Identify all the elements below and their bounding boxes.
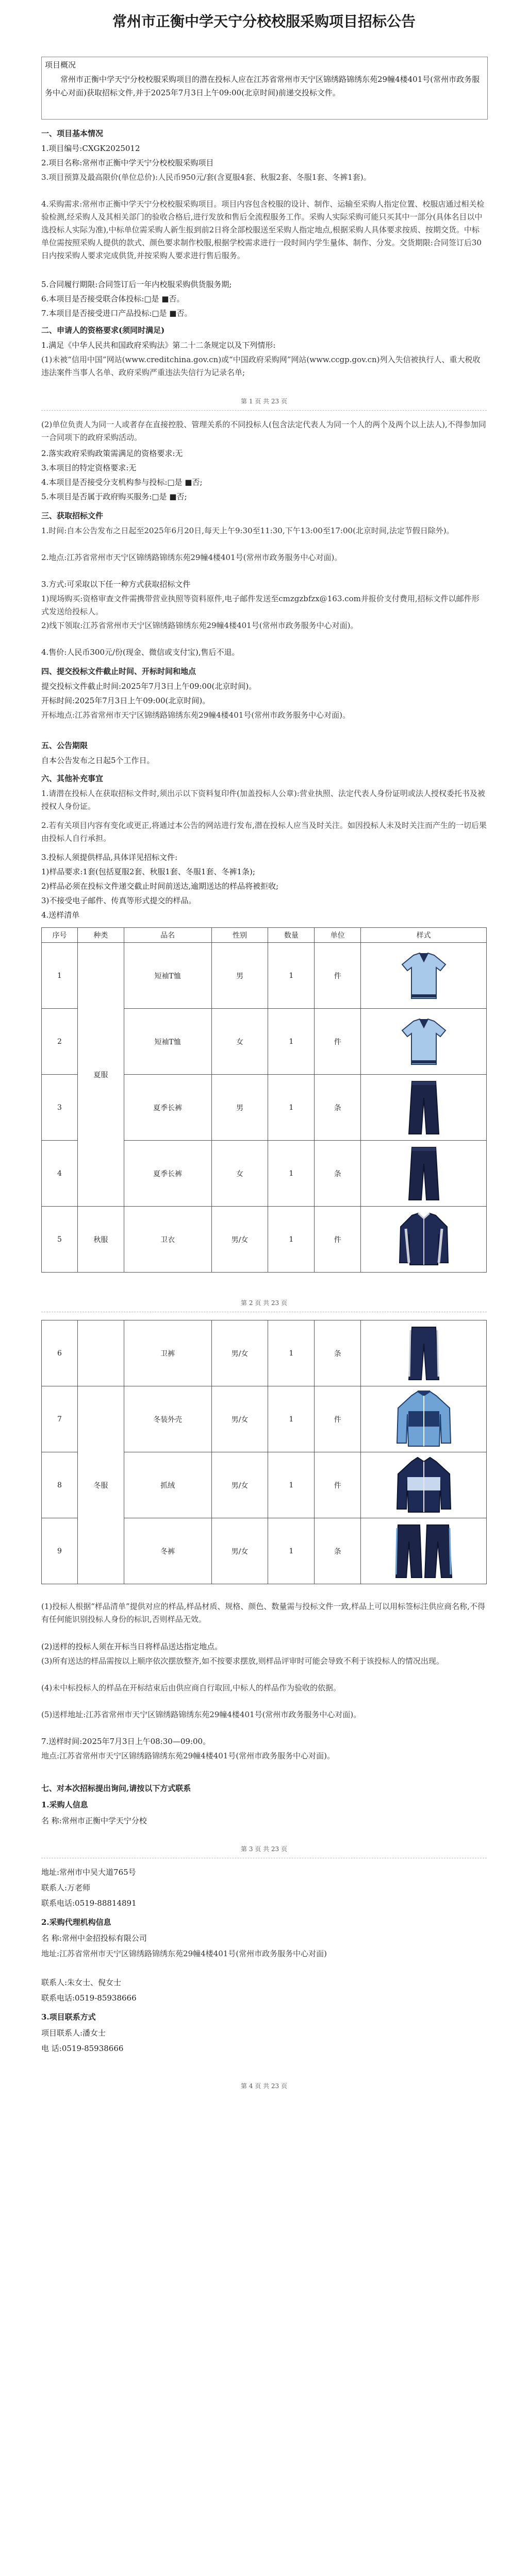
cell-sex: 女 (211, 1009, 268, 1075)
fleece-image (361, 1452, 487, 1518)
cell-qty: 1 (268, 1386, 315, 1452)
cell-qty: 1 (268, 1452, 315, 1518)
sample-list-table-continued (41, 1320, 487, 1584)
purchaser-heading: 1.采购人信息 (41, 1800, 88, 1809)
agent-address: 地址:江苏省常州市天宁区锦绣路锦绣东苑29幢4楼401号(常州市政务服务中心对面) (41, 1949, 327, 1958)
s5-item: 自本公告发布之日起5个工作日。 (41, 756, 155, 765)
cell-sex: 男/女 (211, 1518, 268, 1584)
cell-kind: 冬服 (77, 1386, 124, 1584)
cell-sex: 男 (211, 1075, 268, 1141)
cell-no: 4 (42, 1141, 78, 1207)
purchaser-address: 地址:常州市中吴大道765号 (41, 1868, 136, 1877)
cell-no: 7 (42, 1386, 78, 1452)
s6-item: 4.送样清单 (41, 910, 80, 920)
cell-unit: 件 (315, 1386, 361, 1452)
note-item: (5)送样地址:江苏省常州市天宁区锦绣路锦绣东苑29幢4楼401号(常州市政务服务中心对面)。 (41, 1710, 361, 1719)
sample-list-table (41, 927, 487, 1273)
cell-name: 冬裤 (124, 1518, 211, 1584)
cell-kind (77, 1320, 124, 1386)
cell-no: 3 (42, 1075, 78, 1141)
trousers-image (361, 1141, 487, 1207)
table-header: 数量 (268, 928, 315, 943)
note-item: 地点:江苏省常州市天宁区锦绣路锦绣东苑29幢4楼401号(常州市政务服务中心对面)。 (41, 1751, 335, 1760)
cell-unit: 件 (315, 1009, 361, 1075)
project-phone: 电 话:0519-85938666 (41, 2044, 124, 2053)
table-header-row (42, 928, 487, 943)
cell-qty: 1 (268, 1141, 315, 1207)
s1-item: 4.采购需求:常州市正衡中学天宁分校校服采购项目。项目内容包含校服的设计、制作、运输至采购人指定位置、校服店通过相关检验检测,经采购人及其相关部门的验收合格后,进行发放和售后全流程服务工作。采购人实际采购可能只买其中一部分(具体名目以中选投标人实际为准),中标单位需采购人新生报到前2日将全部校服送至采购人指定地点,根据采购人具体要求按质、按期交货。中标单位需按照采购人提供的款式、颜色要求制作校服,根据学校需求进行一段时间内学生量体、制作、分发。交货期限:合同签订后30日内按采购人要求完成供货,并按采购人要求进行售后服务。 (41, 199, 485, 260)
s1-item: 7.本项目是否接受进口产品投标:□是 ■否。 (41, 309, 192, 318)
s6-item: 3)不接受电子邮件、传真等形式提交的样品。 (41, 896, 196, 905)
table-row (42, 943, 487, 1009)
cell-no: 9 (42, 1518, 78, 1584)
cell-sex: 男/女 (211, 1320, 268, 1386)
s6-item: 2.若有关项目内容有变化或更正,将通过本公告的网站进行发布,潜在投标人应当及时关注。如因投标人未及时关注而产生的一切后果由投标人自行承担。 (41, 821, 487, 843)
note-item: 7.送样时间:2025年7月3日上午08:30—09:00。 (41, 1737, 211, 1746)
table-header: 种类 (77, 928, 124, 943)
purchaser-phone: 联系电话:0519-88814891 (41, 1899, 137, 1908)
cell-no: 8 (42, 1452, 78, 1518)
cell-unit: 条 (315, 1141, 361, 1207)
cell-unit: 件 (315, 1452, 361, 1518)
purchaser-name: 名 称:常州市正衡中学天宁分校 (41, 1816, 147, 1825)
cell-sex: 女 (211, 1141, 268, 1207)
agent-heading: 2.采购代理机构信息 (41, 1918, 111, 1927)
cell-kind: 秋服 (77, 1207, 124, 1273)
s3-item: 2.地点:江苏省常州市天宁区锦绣路锦绣东苑29幢4楼401号(常州市政务服务中心对面)。 (41, 553, 342, 562)
s3-item: 4.售价:人民币300元/份(现金、微信或支付宝),售后不退。 (41, 648, 240, 657)
polo-shirt-image (361, 1009, 487, 1075)
parka-image (361, 1386, 487, 1452)
s1-item: 5.合同履行期限:合同签订后一年内校服采购供货服务期; (41, 280, 232, 289)
s2-item: (1)未被“信用中国”网站(www.creditchina.gov.cn)或“中国政府采购网”网站(www.ccgp.gov.cn)列入失信被执行人、重大税收违法案件当事人名单、政府采购严重违法失信行为记录名单; (41, 355, 481, 377)
cell-qty: 1 (268, 1075, 315, 1141)
section-3-heading: 三、获取招标文件 (41, 511, 104, 520)
overview-label: 项目概况 (45, 60, 76, 70)
cell-no: 5 (42, 1207, 78, 1273)
s2-item: 5.本项目是否属于政府购买服务:□是 ■否; (41, 492, 187, 501)
overview-body: 常州市正衡中学天宁分校校服采购项目的潜在投标人应在江苏省常州市天宁区锦绣路锦绣东苑29幢4楼401号(常州市政务服务中心对面)获取招标文件,并于2025年7月3日上午09:00(北京时间)前递交投标文件。 (45, 75, 480, 97)
cell-qty: 1 (268, 1207, 315, 1273)
winter-pants-image (361, 1518, 487, 1584)
cell-unit: 件 (315, 1207, 361, 1273)
cell-no: 6 (42, 1320, 78, 1386)
section-2-heading: 二、申请人的资格要求(须同时满足) (41, 326, 165, 335)
table-row (42, 1386, 487, 1452)
s6-item: 1.请潜在投标人在获取招标文件时,须出示以下资料复印件(加盖投标人公章):营业执照、法定代表人身份证明或法人授权委托书及被授权人身份证。 (41, 789, 485, 811)
cell-sex: 男/女 (211, 1386, 268, 1452)
s1-item: 1.项目编号:CXGK2025012 (41, 144, 140, 153)
sweatpants-image (361, 1320, 487, 1386)
s1-item: 6.本项目是否接受联合体投标:□是 ■否。 (41, 294, 185, 303)
note-item: (3)所有送达的样品需按以上顺序依次摆放整齐,如不按要求摆放,则样品评审时可能会导致不利于该投标人的情况出现。 (41, 1656, 444, 1666)
table-row (42, 1320, 487, 1386)
table-header: 样式 (361, 928, 487, 943)
cell-sex: 男/女 (211, 1207, 268, 1273)
agent-name: 名 称:常州中金招投标有限公司 (41, 1934, 147, 1943)
cell-no: 2 (42, 1009, 78, 1075)
table-row (42, 1207, 487, 1273)
page-footer: 第 2 页 共 23 页 (241, 1299, 287, 1307)
s4-item: 开标时间:2025年7月3日上午09:00(北京时间)。 (41, 696, 210, 705)
s6-item: 3.投标人须提供样品,具体详见招标文件: (41, 853, 178, 862)
cell-qty: 1 (268, 1320, 315, 1386)
page-footer: 第 4 页 共 23 页 (241, 2082, 287, 2090)
polo-shirt-image (361, 943, 487, 1009)
page-footer: 第 1 页 共 23 页 (241, 398, 287, 405)
note-item: (2)送样的投标人须在开标当日将样品送达指定地点。 (41, 1642, 223, 1651)
cell-name: 冬装外壳 (124, 1386, 211, 1452)
cell-name: 短袖T恤 (124, 1009, 211, 1075)
cell-sex: 男 (211, 943, 268, 1009)
cell-name: 短袖T恤 (124, 943, 211, 1009)
cell-name: 卫裤 (124, 1320, 211, 1386)
project-contact: 项目联系人:潘女士 (41, 2028, 106, 2038)
s4-item: 开标地点:江苏省常州市天宁区锦绣路锦绣东苑29幢4楼401号(常州市政务服务中心对面)。 (41, 710, 351, 720)
cell-unit: 条 (315, 1320, 361, 1386)
s1-item: 2.项目名称:常州市正衡中学天宁分校校服采购项目 (41, 158, 214, 167)
section-5-heading: 五、公告期限 (41, 741, 88, 750)
s3-item: 2)线下领取:江苏省常州市天宁区锦绣路锦绣东苑29幢4楼401号(常州市政务服务中心对面)。 (41, 621, 358, 630)
s3-item: 3.方式:可采取以下任一种方式获取招标文件 (41, 580, 191, 589)
table-header: 性别 (211, 928, 268, 943)
purchaser-contact: 联系人:万老师 (41, 1883, 91, 1892)
jacket-image (361, 1207, 487, 1273)
cell-name: 抓绒 (124, 1452, 211, 1518)
note-item: (4)未中标投标人的样品在开标结束后由供应商自行取回,中标人的样品作为验收的依据。 (41, 1683, 341, 1692)
cell-qty: 1 (268, 1518, 315, 1584)
table-header: 品名 (124, 928, 211, 943)
cell-unit: 条 (315, 1075, 361, 1141)
cell-unit: 件 (315, 943, 361, 1009)
s6-item: 1)样品要求:1套(包括夏服2套、秋服1套、冬服1套、冬裤1条); (41, 867, 255, 876)
overview-box (41, 57, 488, 120)
cell-name: 夏季长裤 (124, 1075, 211, 1141)
section-6-heading: 六、其他补充事宜 (41, 774, 104, 783)
s2-item: 3.本项目的特定资格要求:无 (41, 463, 137, 472)
cell-qty: 1 (268, 943, 315, 1009)
s2-item: 1.满足《中华人民共和国政府采购法》第二十二条规定以及下列情形: (41, 341, 276, 350)
s2-item: (2)单位负责人为同一人或者存在直接控股、管理关系的不同投标人(包含法定代表人为同一个人的两个及两个以上法人),不得参加同一合同项下的政府采购活动。 (41, 420, 486, 442)
cell-qty: 1 (268, 1009, 315, 1075)
agent-phone: 联系电话:0519-85938666 (41, 1993, 137, 2003)
s4-item: 提交投标文件截止时间:2025年7月3日上午09:00(北京时间)。 (41, 682, 257, 691)
cell-unit: 条 (315, 1518, 361, 1584)
cell-name: 卫衣 (124, 1207, 211, 1273)
cell-name: 夏季长裤 (124, 1141, 211, 1207)
page-footer: 第 3 页 共 23 页 (241, 1845, 287, 1853)
s6-item: 2)样品必须在投标文件递交截止时间前送达,逾期送达的样品将被拒收; (41, 882, 279, 891)
page-break (41, 410, 487, 411)
s3-item: 1)现场购买:资格审查文件需携带营业执照等资料原件,电子邮件发送至cmzgzbfzx@163.com并报价支付费用,招标文件以邮件形式发送给投标人。 (41, 594, 480, 616)
document-title: 常州市正衡中学天宁分校校服采购项目招标公告 (112, 13, 416, 30)
s2-item: 2.落实政府采购政策需满足的资格要求:无 (41, 449, 183, 458)
project-contact-heading: 3.项目联系方式 (41, 2012, 96, 2022)
s3-item: 1.时间:自本公告发布之日起至2025年6月20日,每天上午9:30至11:30,下午13:00至17:00(北京时间,法定节假日除外)。 (41, 526, 454, 535)
table-header: 单位 (315, 928, 361, 943)
section-4-heading: 四、提交投标文件截止时间、开标时间和地点 (41, 667, 196, 676)
cell-no: 1 (42, 943, 78, 1009)
table-header: 序号 (42, 928, 78, 943)
cell-sex: 男/女 (211, 1452, 268, 1518)
section-1-heading: 一、项目基本情况 (41, 129, 104, 138)
agent-contact: 联系人:朱女士、倪女士 (41, 1978, 122, 1987)
s2-item: 4.本项目是否接受分支机构参与投标:□是 ■否; (41, 478, 203, 487)
note-item: (1)投标人根据“样品清单”提供对应的样品,样品材质、规格、颜色、数量需与投标文件一致,样品上可以用标签标注供应商名称,不得有任何能识别投标人身份的标识,否则样品无效。 (41, 1602, 485, 1624)
section-7-heading: 七、对本次招标提出询问,请按以下方式联系 (41, 1784, 191, 1793)
s1-item: 3.项目预算及最高限价(单位总价):人民币950元/套(含夏服4套、秋服2套、冬服1套、冬裤1套)。 (41, 173, 371, 182)
cell-kind: 夏服 (77, 943, 124, 1207)
trousers-image (361, 1075, 487, 1141)
